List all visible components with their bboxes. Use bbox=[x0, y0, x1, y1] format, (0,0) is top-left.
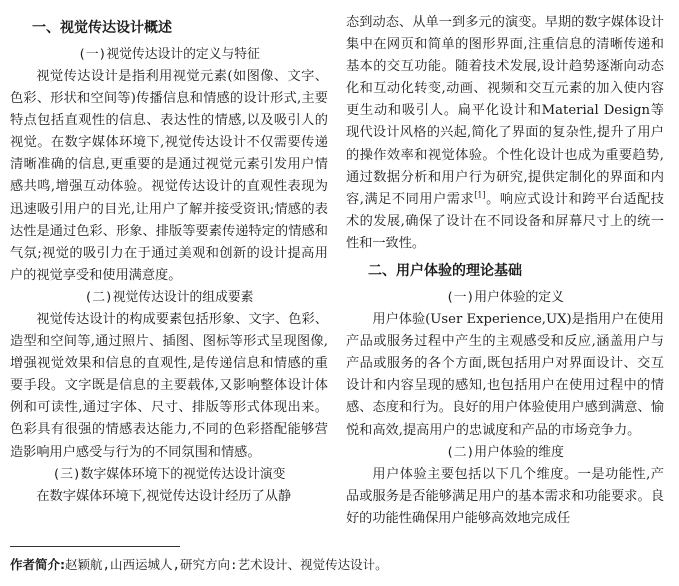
footnote-divider bbox=[10, 546, 180, 547]
right-column bbox=[346, 12, 664, 530]
paragraph-components: 视觉传达设计的构成要素包括形象、文字、色彩、造型和空间等,通过照片、插图、图标等形式呈现图像,增强视觉效果和信息的直观性,是传递信息和情感的重要手段。文字既是信息的主要载体,又影响整体设计体例和可读性,通过字体、尺寸、排版等形式体现出来。色彩具有很强的情感表达能力,不同的色彩搭配能够营造影响用户感受与行为的不同氛围和情感。 bbox=[10, 311, 328, 460]
footnote-label: 作者简介: bbox=[10, 557, 65, 572]
subheading-evolution: (三)数字媒体环境下的视觉传达设计演变 bbox=[52, 466, 286, 482]
section-heading-ux-theory: 二、用户体验的理论基础 bbox=[368, 263, 522, 280]
footnote-text: 赵颖航,山西运城人,研究方向:艺术设计、视觉传达设计。 bbox=[65, 557, 388, 572]
paragraph-ux-definition: 用户体验(User Experience,UX)是指用户在使用产品或服务过程中产生的主观感受和反应,涵盖用户与产品或服务的各个方面,既包括用户对界面设计、交互设计和内容呈现的感知,也包括用户在使用过程中的情感、态度和行为。良好的用户体验使用户感到满意、愉悦和高效,提高用户的忠诚度和产品的市场竞争力。 bbox=[346, 312, 664, 438]
paragraph-definition: 视觉传达设计是指利用视觉元素(如图像、文字、色彩、形状和空间等)传播信息和情感的设计形式,主要特点包括直观性的信息、表达性的情感,以及吸引人的视觉。在数字媒体环境下,视觉传达设计不仅需要传递清晰准确的信息,更重要的是通过视觉元素引发用户情感共鸣,增强互动体验。视觉传达设计的直观性表现为迅速吸引用户的目光,让用户了解并接受资讯;情感的表达性是通过色彩、形象、排版等要素传递特定的情感和气氛;视觉的吸引力在于通过美观和创新的设计提高用户的视觉享受和使用满意度。 bbox=[10, 69, 328, 283]
evolution-text-tail: 。响应式设计和跨平台适配技术的发展,确保了设计在不同设备和屏幕尺寸上的统一性和一致性。 bbox=[346, 191, 664, 251]
subheading-definition-features: (一)视觉传达设计的定义与特征 bbox=[78, 47, 260, 62]
subheading-components: (二)视觉传达设计的组成要素 bbox=[84, 289, 254, 305]
section-heading-overview: 一、视觉传达设计概述 bbox=[32, 20, 172, 36]
paragraph-ux-dimensions: 用户体验主要包括以下几个维度。一是功能性,产品或服务是否能够满足用户的基本需求和功能要求。良好的功能性确保用户能够高效地完成任 bbox=[346, 466, 664, 526]
paragraph-evolution-continued bbox=[346, 12, 664, 255]
author-footnote bbox=[10, 556, 388, 574]
evolution-text: 态到动态、从单一到多元的演变。早期的数字媒体设计集中在网页和简单的图形界面,注重信息的清晰传递和基本的交互功能。随着技术发展,设计趋势逐渐向动态化和互动化转变,动画、视频和交互元素的加入使内容更生动和吸引人。扁平化设计和Material Design等现代设计风格的兴起,简化了界面的复杂性,提升了用户的操作效率和视觉体验。个性化设计也成为重要趋势,通过数据分析和用户行为研究,提供定制化的界面和内容,满足不同用户需求 bbox=[346, 15, 664, 207]
left-column bbox=[10, 12, 328, 508]
paragraph-evolution-start: 在数字媒体环境下,视觉传达设计经历了从静 bbox=[36, 488, 292, 504]
subheading-ux-definition: (一)用户体验的定义 bbox=[446, 290, 564, 306]
citation-ref-1[interactable]: [1] bbox=[474, 190, 486, 200]
subheading-ux-dimensions: (二)用户体验的维度 bbox=[446, 444, 564, 460]
